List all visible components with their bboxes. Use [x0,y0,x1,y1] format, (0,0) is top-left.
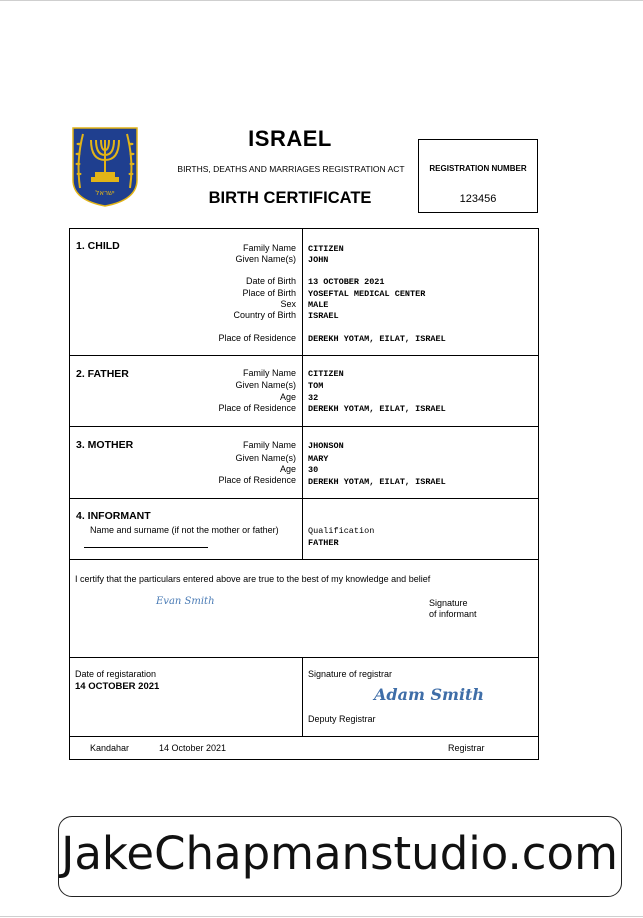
section-divider [70,355,538,356]
father-age-label: Age [279,392,296,402]
top-edge-line [0,0,643,1]
column-divider [302,657,303,736]
registrar-signature-label: Signature of registrar [308,669,393,679]
mother-residence-label: Place of Residence [218,475,296,485]
father-family-name-value: CITIZEN [308,369,344,379]
watermark-text: JakeChapmanstudio.com [61,827,618,880]
child-sex-value: MALE [308,300,329,310]
registration-date-label: Date of registaration [75,669,157,679]
section-divider [70,657,538,658]
child-cob-value: ISRAEL [308,311,339,321]
child-given-names-label: Given Name(s) [235,254,296,264]
certificate-form [69,228,539,760]
qualification-label: Qualification [308,526,375,536]
father-residence-label: Place of Residence [218,403,296,413]
informant-name-label: Name and surname (if not the mother or father) [90,525,279,535]
section-divider [70,736,538,737]
mother-family-name-value: JHONSON [308,441,344,451]
document-title: BIRTH CERTIFICATE [208,189,372,207]
informant-signature: Evan Smith [156,596,215,607]
mother-age-label: Age [279,464,296,474]
footer-registrar: Registrar [448,743,485,753]
certification-statement: I certify that the particulars entered above are true to the best of my knowledge and belief [75,574,431,584]
child-pob-value: YOSEFTAL MEDICAL CENTER [308,289,426,299]
father-residence-value: DEREKH YOTAM, EILAT, ISRAEL [308,404,446,414]
column-divider [302,229,303,559]
father-heading: 2. FATHER [76,368,129,380]
child-dob-label: Date of Birth [245,276,296,286]
svg-text:ישראל: ישראל [95,189,115,197]
father-age-value: 32 [308,393,319,403]
child-pob-label: Place of Birth [242,288,296,298]
section-divider [70,559,538,560]
mother-residence-value: DEREKH YOTAM, EILAT, ISRAEL [308,477,446,487]
emblem-of-israel-icon [71,126,139,208]
father-family-name-label: Family Name [242,368,296,378]
section-divider [70,498,538,499]
mother-given-names-value: MARY [308,454,329,464]
qualification-value: FATHER [308,538,339,548]
registration-act-title: BIRTHS, DEATHS AND MARRIAGES REGISTRATION ACT [177,164,405,174]
child-heading: 1. CHILD [76,240,120,252]
mother-heading: 3. MOTHER [76,439,134,451]
registrar-signature: Adam Smith [374,685,485,704]
bottom-edge-line [0,916,643,917]
mother-family-name-label: Family Name [242,440,296,450]
child-sex-label: Sex [280,299,296,309]
footer-date: 14 October 2021 [159,743,227,753]
child-family-name-label: Family Name [242,243,296,253]
informant-signature-label: Signature [429,598,468,608]
child-cob-label: Country of Birth [233,310,296,320]
registration-number-value: 123456 [459,193,497,205]
mother-age-value: 30 [308,465,319,475]
deputy-registrar-label: Deputy Registrar [308,714,376,724]
child-given-names-value: JOHN [308,255,329,265]
informant-signature-label-2: of informant [429,609,477,619]
registration-number-label: REGISTRATION NUMBER [429,164,527,173]
section-divider [70,426,538,427]
informant-name-line [84,547,208,548]
mother-given-names-label: Given Name(s) [235,453,296,463]
registration-date-value: 14 OCTOBER 2021 [75,681,160,692]
footer-place: Kandahar [90,743,130,753]
father-given-names-label: Given Name(s) [235,380,296,390]
informant-heading: 4. INFORMANT [76,510,151,522]
child-residence-value: DEREKH YOTAM, EILAT, ISRAEL [308,334,446,344]
child-family-name-value: CITIZEN [308,244,344,254]
country-title: ISRAEL [248,126,332,151]
registration-number-box [418,139,538,213]
child-dob-value: 13 OCTOBER 2021 [308,277,385,287]
father-given-names-value: TOM [308,381,324,391]
watermark-banner [58,816,622,897]
child-residence-label: Place of Residence [218,333,296,343]
